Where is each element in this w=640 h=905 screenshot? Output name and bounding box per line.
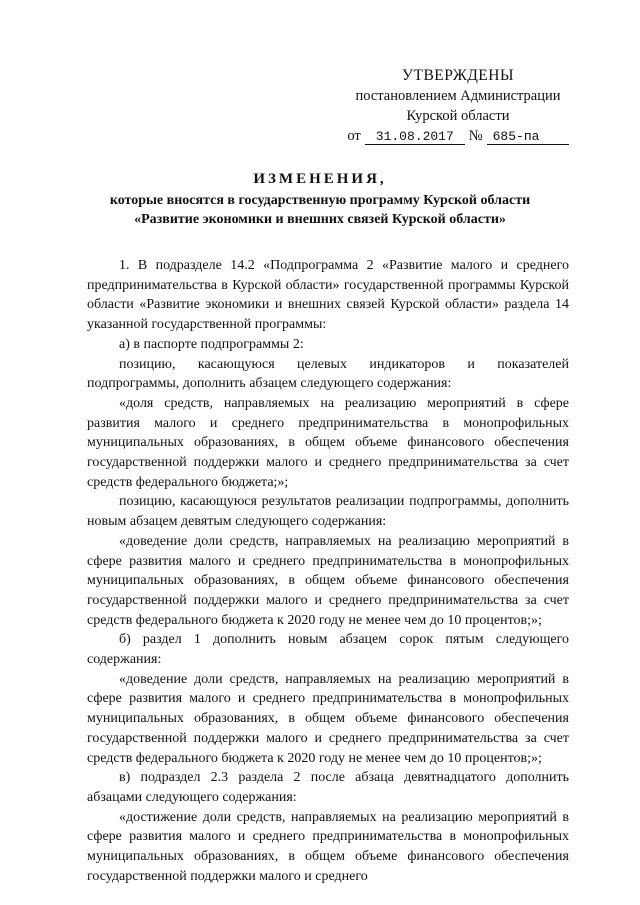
number-prefix: № xyxy=(468,128,483,144)
approval-number: 685-па xyxy=(487,129,569,145)
document-title: ИЗМЕНЕНИЯ, xyxy=(253,171,387,187)
approval-stamp xyxy=(338,66,578,146)
paragraph: в) подраздел 2.3 раздела 2 после абзаца девятнадцатого дополнить абзацами следующего содержания: xyxy=(87,770,569,805)
subtitle-line-1: которые вносятся в государственную программу Курской области xyxy=(109,193,531,208)
approval-date-line xyxy=(338,126,578,146)
paragraph: позицию, касающуюся результатов реализации подпрограммы, дополнить новым абзацем девятым следующего содержания: xyxy=(87,494,569,530)
approval-line-1: постановлением Администрации xyxy=(355,88,561,104)
paragraph: «доведение доли средств, направляемых на реализацию мероприятий в сфере развития малого и среднего предпринимательства в монопрофильных муниципальных образованиях, в общем объеме финансового обеспечения государственной поддержки малого и среднего предпринимательства за счет средств федерального бюджета к 2020 году не менее чем до 10 процентов;»; xyxy=(87,533,569,628)
paragraph: «достижение доли средств, направляемых на реализацию мероприятий в сфере развития малого и среднего предпринимательства в монопрофильных муниципальных образованиях, в общем объеме финансового обеспечения государственной поддержки малого и среднего xyxy=(87,809,569,884)
paragraph: «доля средств, направляемых на реализацию мероприятий в сфере развития малого и среднего предпринимательства в монопрофильных муниципальных образованиях, в общем объеме финансового обеспечения государственной поддержки малого и среднего предпринимательства за счет средств федерального бюджета;»; xyxy=(87,395,569,490)
paragraph: «доведение доли средств, направляемых на реализацию мероприятий в сфере развития малого и среднего предпринимательства в монопрофильных муниципальных образованиях, в общем объеме финансового обеспечения государственной поддержки малого и среднего предпринимательства за счет средств федерального бюджета к 2020 году не менее чем до 10 процентов;»; xyxy=(87,671,569,766)
approval-caption: УТВЕРЖДЕНЫ xyxy=(402,67,514,84)
paragraph: 1. В подразделе 14.2 «Подпрограмма 2 «Развитие малого и среднего предпринимательства в Курской области» государственной программы Курской области «Развитие экономики и внешних связей Курской области» раздела 14 указанной государственной программы: xyxy=(87,258,569,333)
approval-line-2: Курской области xyxy=(406,108,510,124)
approval-date: 31.08.2017 xyxy=(365,129,465,145)
paragraph: а) в паспорте подпрограммы 2: xyxy=(119,336,304,352)
document-body xyxy=(87,256,569,887)
document-subtitle xyxy=(60,191,580,229)
date-prefix: от xyxy=(347,128,361,144)
paragraph: б) раздел 1 дополнить новым абзацем сорок пятым следующего содержания: xyxy=(87,632,569,668)
subtitle-line-2: «Развитие экономики и внешних связей Курской области» xyxy=(134,212,506,227)
paragraph: позицию, касающуюся целевых индикаторов и показателей подпрограммы, дополнить абзацем следующего содержания: xyxy=(87,356,569,392)
